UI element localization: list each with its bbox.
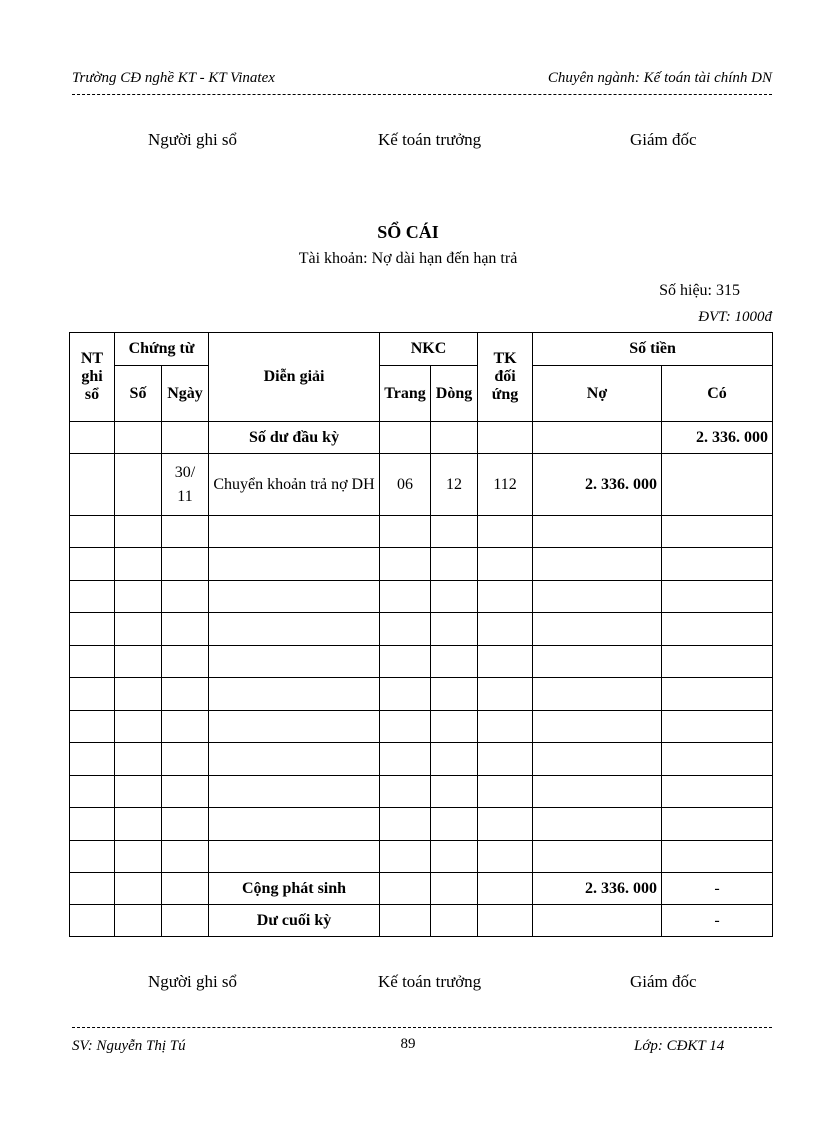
col-nt-ghi-so: NT ghi sổ bbox=[70, 333, 115, 422]
opening-credit: 2. 336. 000 bbox=[662, 422, 773, 454]
signature-director-top: Giám đốc bbox=[630, 130, 697, 149]
footer-divider bbox=[72, 1027, 772, 1028]
col-nkc: NKC bbox=[380, 333, 478, 366]
col-co: Có bbox=[662, 366, 773, 422]
account-code: Số hiệu: 315 bbox=[659, 282, 740, 299]
unit-label: ĐVT: 1000đ bbox=[698, 309, 772, 325]
blank-row bbox=[70, 646, 773, 678]
entry-date: 30/ 11 bbox=[162, 454, 209, 516]
footer-student: SV: Nguyễn Thị Tú bbox=[72, 1038, 186, 1054]
blank-row bbox=[70, 841, 773, 873]
signature-recorder-bottom: Người ghi sổ bbox=[148, 972, 238, 991]
entry-debit: 2. 336. 000 bbox=[533, 454, 662, 516]
total-credit: - bbox=[662, 873, 773, 905]
blank-row bbox=[70, 711, 773, 743]
blank-row bbox=[70, 516, 773, 548]
entry-row bbox=[70, 454, 773, 516]
blank-row bbox=[70, 548, 773, 581]
header-major: Chuyên ngành: Kế toán tài chính DN bbox=[547, 70, 772, 86]
col-dien-giai: Diễn giải bbox=[209, 333, 380, 422]
ledger-account bbox=[0, 250, 816, 268]
signature-chief-accountant-bottom: Kế toán trưởng bbox=[378, 972, 482, 991]
col-so: Số bbox=[115, 366, 162, 422]
entry-counter-account: 112 bbox=[478, 454, 533, 516]
blank-row bbox=[70, 678, 773, 711]
opening-balance-row bbox=[70, 422, 773, 454]
total-debit: 2. 336. 000 bbox=[533, 873, 662, 905]
col-trang: Trang bbox=[380, 366, 431, 422]
opening-label: Số dư đầu kỳ bbox=[209, 422, 380, 454]
col-chung-tu: Chứng từ bbox=[115, 333, 209, 366]
ledger-table bbox=[69, 332, 773, 937]
ledger-title: SỔ CÁI bbox=[377, 222, 439, 242]
entry-line: 12 bbox=[431, 454, 478, 516]
closing-credit: - bbox=[662, 905, 773, 937]
signature-director-bottom: Giám đốc bbox=[630, 972, 697, 991]
account-name: Nợ dài hạn đến hạn trả bbox=[371, 250, 518, 267]
col-no: Nợ bbox=[533, 366, 662, 422]
entry-description: Chuyển khoản trả nợ DH bbox=[209, 454, 380, 516]
signature-recorder-top: Người ghi sổ bbox=[148, 130, 238, 149]
signature-chief-accountant-top: Kế toán trưởng bbox=[378, 130, 482, 149]
col-dong: Dòng bbox=[431, 366, 478, 422]
blank-row bbox=[70, 743, 773, 776]
blank-row bbox=[70, 613, 773, 646]
account-label: Tài khoản: bbox=[298, 250, 368, 267]
blank-row bbox=[70, 581, 773, 613]
blank-row bbox=[70, 776, 773, 808]
entry-page: 06 bbox=[380, 454, 431, 516]
col-tk-doi-ung: TK đối ứng bbox=[478, 333, 533, 422]
col-ngay: Ngày bbox=[162, 366, 209, 422]
header-divider bbox=[72, 94, 772, 95]
footer-class: Lớp: CĐKT 14 bbox=[634, 1038, 725, 1054]
header-school: Trường CĐ nghề KT - KT Vinatex bbox=[72, 70, 275, 86]
blank-row bbox=[70, 808, 773, 841]
closing-label: Dư cuối kỳ bbox=[209, 905, 380, 937]
total-label: Cộng phát sinh bbox=[209, 873, 380, 905]
page-number: 89 bbox=[400, 1036, 416, 1052]
total-row bbox=[70, 873, 773, 905]
closing-balance-row bbox=[70, 905, 773, 937]
col-so-tien: Số tiền bbox=[533, 333, 773, 366]
